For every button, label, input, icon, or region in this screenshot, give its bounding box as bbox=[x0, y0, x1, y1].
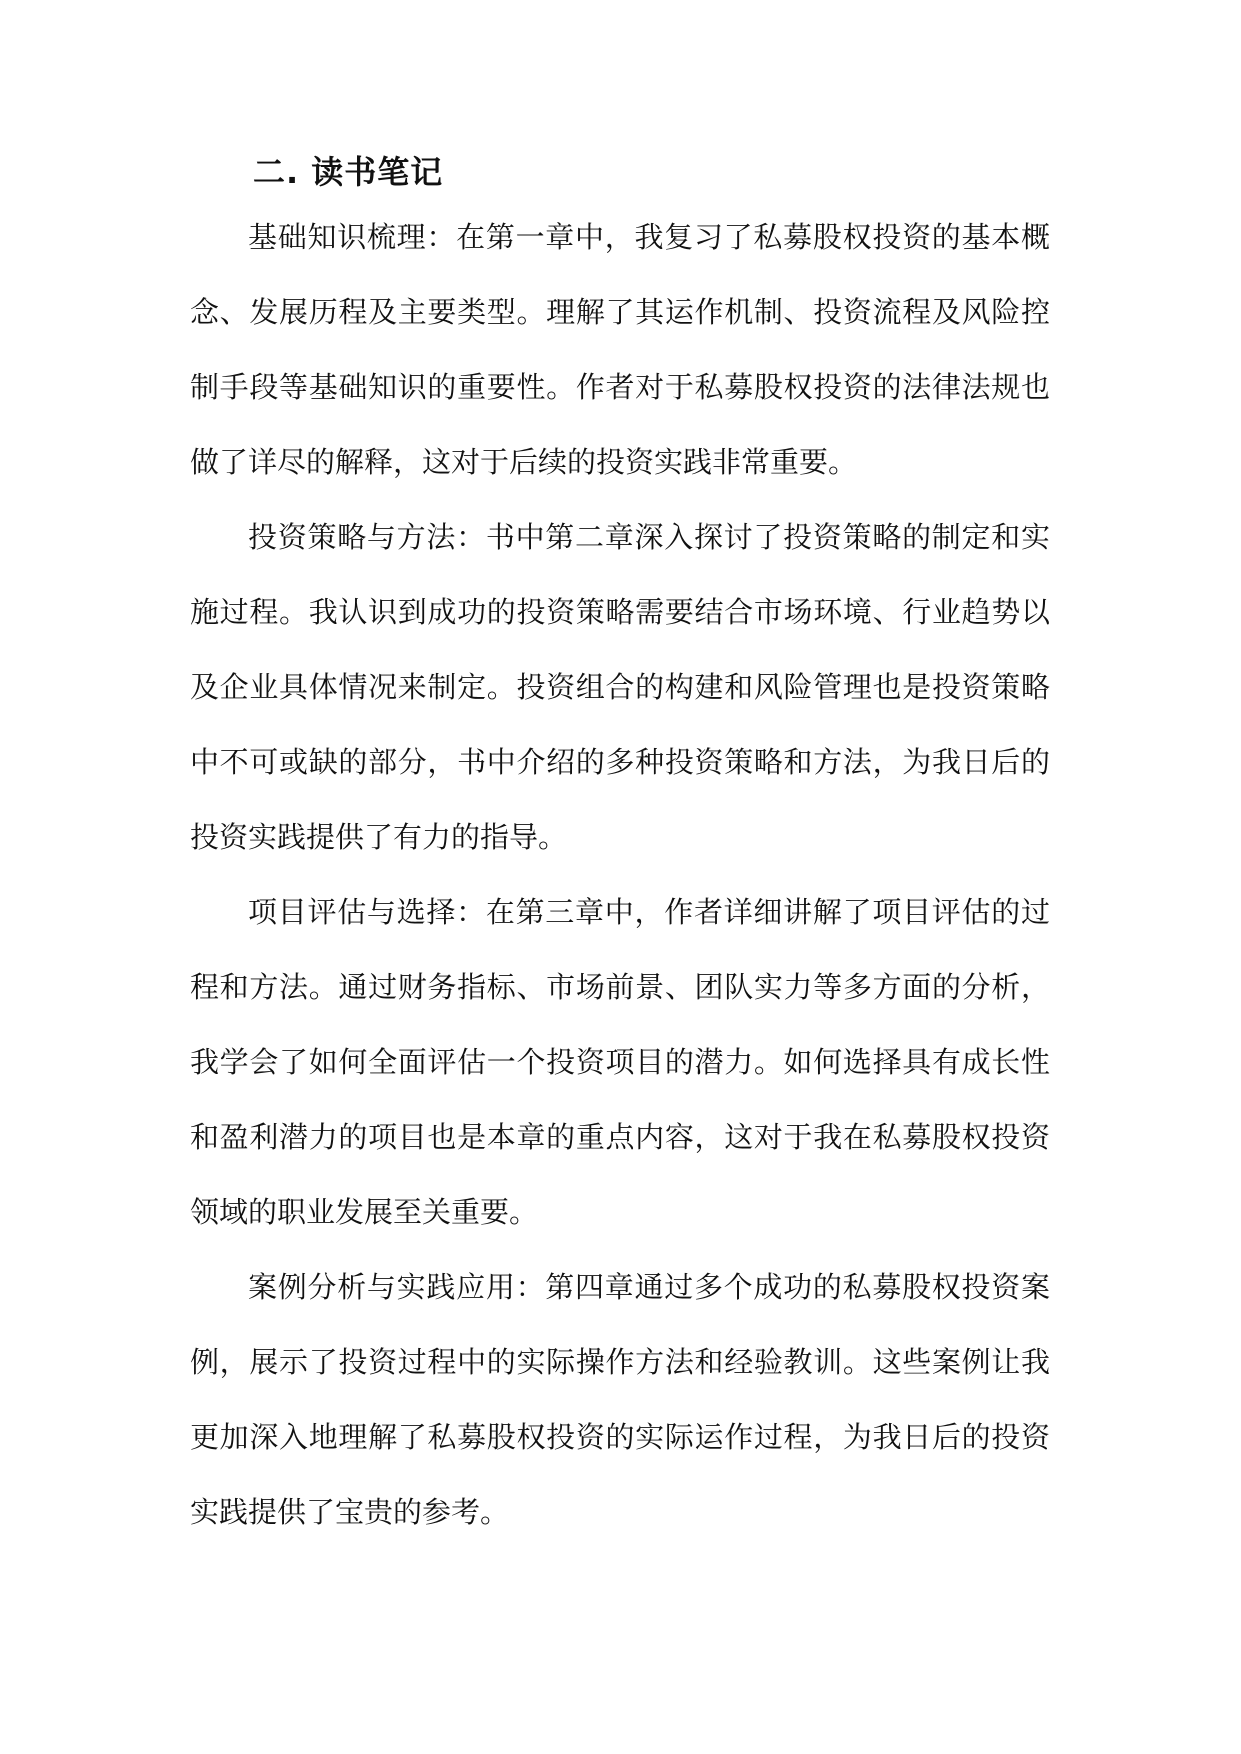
paragraph-strategy: 投资策略与方法：书中第二章深入探讨了投资策略的制定和实施过程。我认识到成功的投资策略需要结合市场环境、行业趋势以及企业具体情况来制定。投资组合的构建和风险管理也是投资策略中不可或缺的部分，书中介绍的多种投资策略和方法，为我日后的投资实践提供了有力的指导。 bbox=[190, 520, 1050, 854]
paragraph-cases: 案例分析与实践应用：第四章通过多个成功的私募股权投资案例，展示了投资过程中的实际操作方法和经验教训。这些案例让我更加深入地理解了私募股权投资的实际运作过程，为我日后的投资实践提供了宝贵的参考。 bbox=[190, 1270, 1050, 1529]
paragraph-evaluation: 项目评估与选择：在第三章中，作者详细讲解了项目评估的过程和方法。通过财务指标、市场前景、团队实力等多方面的分析，我学会了如何全面评估一个投资项目的潜力。如何选择具有成长性和盈利潜力的项目也是本章的重点内容，这对于我在私募股权投资领域的职业发展至关重要。 bbox=[190, 895, 1050, 1229]
paragraph-basics: 基础知识梳理：在第一章中，我复习了私募股权投资的基本概念、发展历程及主要类型。理解了其运作机制、投资流程及风险控制手段等基础知识的重要性。作者对于私募股权投资的法律法规也做了详尽的解释，这对于后续的投资实践非常重要。 bbox=[190, 220, 1050, 479]
notes-body bbox=[190, 200, 1050, 1550]
section-heading: 二. 读书笔记 bbox=[253, 153, 444, 191]
